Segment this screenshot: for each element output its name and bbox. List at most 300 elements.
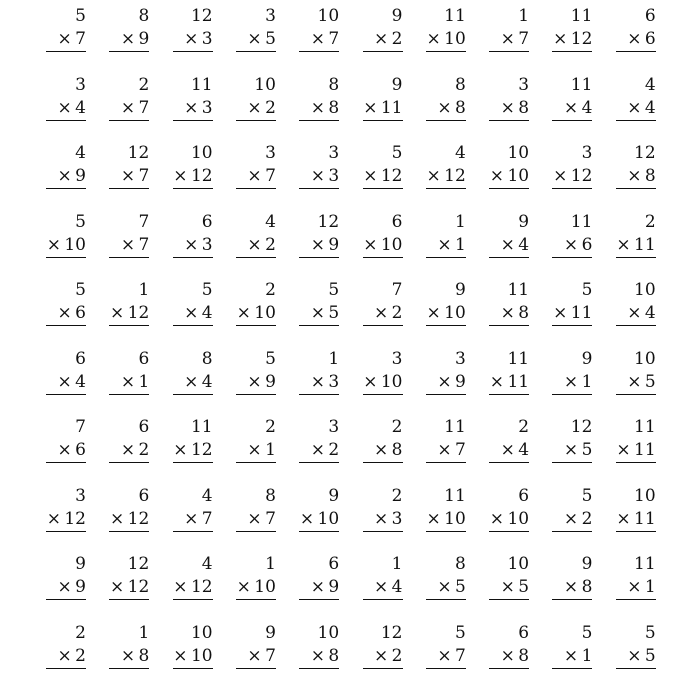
problem-row [0,343,700,411]
multiplier: 11 [634,234,656,255]
answer-line [616,599,656,600]
multiplication-problem [489,69,529,129]
multiply-sign: × [247,29,262,49]
multiplication-problem [109,137,149,197]
multiplier: 2 [328,440,340,460]
multiplier: 9 [265,371,276,392]
multiplier-line [437,440,465,460]
multiply-sign: × [374,29,389,49]
problem-row [0,206,700,274]
answer-line [489,325,529,326]
multiplier-line [173,440,212,460]
answer-line [363,188,403,189]
multiply-sign: × [374,645,389,666]
answer-line [46,668,86,669]
answer-line [236,120,276,121]
multiplicand: 10 [190,622,213,643]
multiplication-problem [299,411,339,471]
multiplier-line [121,440,149,460]
multiplier-line [627,98,655,118]
multiplier: 10 [254,577,276,597]
multiply-sign: × [500,440,515,460]
answer-line [109,120,149,121]
multiplication-problem [46,343,86,403]
multiplicand: 12 [634,143,656,163]
multiplier-line [247,440,275,460]
multiplicand: 6 [328,554,340,574]
multiplier-line [564,646,592,666]
multiply-sign: × [627,29,642,49]
multiply-sign: × [563,97,579,118]
multiplier-line [627,166,655,186]
multiplier-line [311,303,339,323]
multiplication-problem [109,206,149,266]
multiply-sign: × [426,508,441,529]
multiplier: 8 [581,577,593,597]
multiplicand: 5 [644,622,656,643]
multiplication-problem [236,137,276,197]
multiplication-problem [489,343,529,403]
multiplication-problem [173,274,213,334]
multiply-sign: × [553,166,568,186]
multiplier: 6 [644,29,656,49]
multiply-sign: × [437,234,452,255]
multiplier: 7 [265,645,276,666]
multiplication-problem [616,0,656,60]
multiplication-problem [46,69,86,129]
multiplication-problem [426,343,466,403]
multiplier: 7 [518,29,530,49]
multiplier: 4 [518,440,530,460]
multiplier-line [121,372,149,392]
answer-line [46,257,86,258]
multiplicand: 2 [75,622,86,643]
multiplication-problem [489,0,529,60]
multiplicand: 11 [507,280,530,300]
multiplier: 8 [644,166,656,186]
answer-line [173,325,213,326]
multiplication-problem [236,0,276,60]
multiplier: 4 [581,97,593,118]
multiply-sign: × [627,371,642,392]
multiplication-problem [236,343,276,403]
answer-line [236,325,276,326]
multiply-sign: × [310,371,325,392]
multiplier-line [627,577,655,597]
multiplicand: 10 [634,280,656,300]
multiplication-problem [616,69,656,129]
answer-line [236,51,276,52]
multiplier: 6 [581,234,593,255]
multiply-sign: × [120,645,136,666]
answer-line [299,257,339,258]
multiplier-line [616,235,655,255]
answer-line [616,325,656,326]
multiplicand: 6 [518,622,530,643]
multiplier: 9 [328,234,340,255]
multiplier: 11 [507,371,530,392]
multiplication-problem [46,274,86,334]
answer-line [173,188,213,189]
multiplication-problem [552,480,592,540]
multiplication-problem [46,206,86,266]
multiplier: 1 [644,577,656,597]
multiply-sign: × [374,577,389,597]
multiplicand: 8 [454,74,466,95]
answer-line [489,394,529,395]
multiplier-line [553,166,592,186]
multiply-sign: × [57,303,72,323]
multiplier: 10 [190,645,213,666]
multiplier-line [564,98,592,118]
multiplication-problem [426,411,466,471]
multiplier: 2 [391,29,403,49]
multiplier-line [501,577,529,597]
multiplicand: 6 [75,348,86,369]
multiplication-problem [552,137,592,197]
multiplication-problem [173,69,213,129]
multiplication-problem [46,548,86,608]
multiplier: 12 [190,166,213,186]
multiplication-problem [299,274,339,334]
multiply-sign: × [426,29,441,49]
multiplier: 10 [317,508,340,529]
answer-line [363,599,403,600]
multiplier-line [374,646,402,666]
multiplication-problem [109,0,149,60]
multiplication-problem [552,69,592,129]
answer-line [489,51,529,52]
multiplication-problem [363,206,403,266]
multiplicand: 6 [201,211,213,232]
multiplier: 9 [75,166,86,186]
multiplier: 11 [380,97,403,118]
multiplicand: 5 [391,143,403,163]
multiplier-line [247,235,275,255]
multiplication-problem [489,548,529,608]
multiplier: 3 [201,97,213,118]
multiply-sign: × [563,440,579,460]
multiply-sign: × [310,29,325,49]
answer-line [552,325,592,326]
multiply-sign: × [110,508,125,529]
multiply-sign: × [616,440,631,460]
multiplication-problem [173,548,213,608]
problem-row [0,69,700,137]
answer-line [109,257,149,258]
answer-line [109,51,149,52]
multiplication-problem [616,411,656,471]
multiplier-line [47,509,86,529]
multiply-sign: × [500,645,515,666]
answer-line [46,120,86,121]
multiplier-line [58,29,86,49]
multiplier-line [311,29,339,49]
multiplier-line [58,303,86,323]
multiplicand: 4 [201,554,213,574]
multiply-sign: × [247,234,262,255]
multiply-sign: × [500,303,515,323]
multiplier-line [627,646,655,666]
multiplication-problem [236,274,276,334]
problem-row [0,0,700,68]
answer-line [109,394,149,395]
answer-line [616,668,656,669]
answer-line [236,668,276,669]
multiplication-problem [363,617,403,677]
multiplicand: 12 [570,417,593,437]
multiply-sign: × [426,303,441,323]
multiplicand: 11 [570,6,593,26]
multiplier: 2 [138,440,150,460]
multiplicand: 2 [518,417,530,437]
multiplicand: 10 [507,143,530,163]
multiplier-line [247,166,275,186]
multiplier: 12 [64,508,86,529]
multiplier: 4 [391,577,403,597]
multiplication-problem [109,480,149,540]
multiplication-problem [616,548,656,608]
multiplication-problem [552,411,592,471]
multiplicand: 9 [454,280,466,300]
multiplicand: 10 [254,74,276,95]
multiplication-problem [489,617,529,677]
multiplier-line [363,235,402,255]
multiplier: 2 [265,234,276,255]
multiplicand: 10 [317,6,340,26]
multiplicand: 9 [581,348,593,369]
answer-line [173,394,213,395]
multiplication-problem [552,274,592,334]
multiplicand: 2 [265,417,276,437]
multiplier: 9 [454,371,466,392]
answer-line [363,257,403,258]
multiplier-line [553,303,592,323]
multiplicand: 10 [634,348,656,369]
multiplication-problem [299,0,339,60]
multiplier: 12 [127,577,150,597]
multiplication-problem [299,617,339,677]
multiply-sign: × [437,97,452,118]
multiplier-line [47,235,86,255]
multiplier-line [490,372,529,392]
answer-line [616,120,656,121]
answer-line [552,394,592,395]
multiplicand: 3 [518,74,530,95]
answer-line [173,462,213,463]
multiplicand: 1 [265,554,276,574]
multiplier-line [184,372,212,392]
multiplier-line [437,372,465,392]
multiplier-line [173,577,212,597]
multiplier-line [427,303,466,323]
multiplicand: 3 [328,143,340,163]
multiplication-problem [299,206,339,266]
multiplier: 4 [644,97,656,118]
multiply-sign: × [437,645,452,666]
multiplicand: 5 [328,280,340,300]
multiplier-line [363,98,402,118]
multiplier-line [363,166,402,186]
multiply-sign: × [437,440,452,460]
multiplier-line [501,98,529,118]
multiply-sign: × [110,577,125,597]
multiplier: 4 [201,303,213,323]
multiplier: 10 [64,234,86,255]
multiplier: 12 [127,303,150,323]
multiplication-problem [236,411,276,471]
multiplier: 5 [328,303,340,323]
multiplier: 3 [201,29,213,49]
problem-row [0,137,700,205]
multiplicand: 11 [444,6,466,26]
multiplier: 1 [454,234,466,255]
multiplier-line [311,440,339,460]
answer-line [489,462,529,463]
multiply-sign: × [363,234,378,255]
answer-line [299,120,339,121]
answer-line [489,120,529,121]
multiplier: 9 [138,29,150,49]
multiplicand: 9 [391,74,403,95]
multiplier-line [616,509,655,529]
multiplier-line [501,303,529,323]
multiplier-line [121,646,149,666]
multiplier-line [184,29,212,49]
answer-line [236,531,276,532]
multiply-sign: × [57,645,72,666]
multiplicand: 12 [380,622,403,643]
multiplier-line [110,577,149,597]
multiplicand: 5 [75,211,86,232]
answer-line [426,394,466,395]
multiplication-problem [426,137,466,197]
multiplier-line [311,646,339,666]
multiply-sign: × [627,166,642,186]
answer-line [363,325,403,326]
multiplicand: 12 [127,143,150,163]
multiplier-line [564,440,592,460]
multiplier-line [374,440,402,460]
multiplication-problem [363,480,403,540]
multiplier-line [121,29,149,49]
multiplication-problem [426,69,466,129]
multiplicand: 3 [265,6,276,26]
multiplier-line [184,509,212,529]
multiplier: 12 [570,29,593,49]
answer-line [552,462,592,463]
multiply-sign: × [374,508,389,529]
answer-line [426,531,466,532]
problem-row [0,411,700,479]
multiplier: 2 [265,97,276,118]
multiplication-problem [489,137,529,197]
multiply-sign: × [120,440,136,460]
multiplication-problem [236,617,276,677]
multiply-sign: × [57,97,72,118]
multiply-sign: × [363,371,378,392]
answer-line [299,325,339,326]
multiply-sign: × [120,234,136,255]
multiply-sign: × [120,29,136,49]
multiply-sign: × [616,508,631,529]
multiplier: 1 [581,645,593,666]
multiply-sign: × [120,97,136,118]
multiplicand: 11 [190,417,213,437]
multiply-sign: × [173,166,188,186]
multiplier: 10 [254,303,276,323]
multiplier: 12 [127,508,150,529]
multiply-sign: × [489,371,505,392]
multiplier-line [311,372,339,392]
multiplier-line [311,98,339,118]
multiplier: 7 [138,234,150,255]
answer-line [236,599,276,600]
multiply-sign: × [247,440,262,460]
multiplication-problem [109,411,149,471]
multiplication-problem [173,137,213,197]
multiply-sign: × [57,371,72,392]
multiplication-problem [489,206,529,266]
multiplicand: 10 [507,554,530,574]
answer-line [363,51,403,52]
multiply-sign: × [184,97,199,118]
multiplicand: 8 [454,554,466,574]
answer-line [426,51,466,52]
answer-line [46,531,86,532]
multiplier-line [173,646,212,666]
multiplier: 1 [138,371,150,392]
multiply-sign: × [120,166,136,186]
multiplier: 11 [634,508,656,529]
answer-line [236,462,276,463]
multiplier-line [501,440,529,460]
multiplier: 10 [507,166,530,186]
multiplier-line [490,166,529,186]
answer-line [173,531,213,532]
multiplier-line [311,577,339,597]
multiplier-line [58,166,86,186]
multiplicand: 9 [518,211,530,232]
multiplication-problem [236,548,276,608]
multiplicand: 5 [454,622,466,643]
multiplicand: 3 [265,143,276,163]
multiplication-problem [616,274,656,334]
multiplication-problem [552,617,592,677]
multiplicand: 3 [328,417,340,437]
multiplier-line [363,372,402,392]
multiplicand: 10 [190,143,213,163]
multiply-sign: × [489,508,505,529]
multiplicand: 9 [581,554,593,574]
multiply-sign: × [184,508,199,529]
multiplier-line [627,372,655,392]
answer-line [616,394,656,395]
answer-line [46,462,86,463]
multiplier-line [311,235,339,255]
multiply-sign: × [310,577,325,597]
multiply-sign: × [500,234,515,255]
multiplication-problem [299,480,339,540]
multiplier-line [501,646,529,666]
multiplier: 5 [518,577,530,597]
multiplication-problem [363,548,403,608]
multiply-sign: × [310,440,325,460]
multiplier-line [121,166,149,186]
multiplication-problem [173,343,213,403]
multiplication-problem [489,274,529,334]
multiplication-problem [299,548,339,608]
